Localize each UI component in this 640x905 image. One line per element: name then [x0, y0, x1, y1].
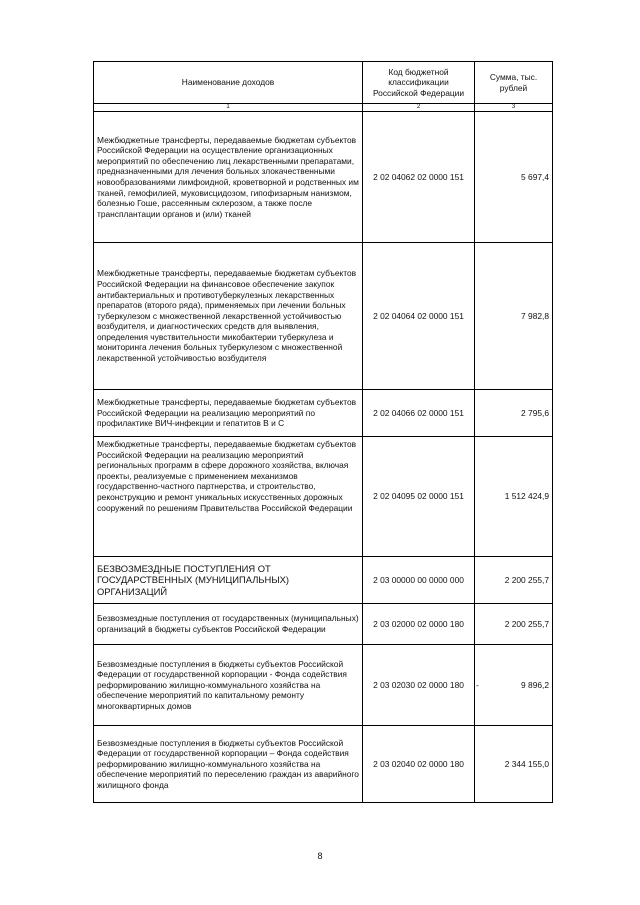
header-row — [94, 62, 553, 104]
table-row — [94, 112, 553, 243]
row-sum: 2 795,6 — [475, 390, 553, 437]
column-number-row — [94, 104, 553, 112]
header-name: Наименование доходов — [94, 62, 363, 104]
table-row — [94, 645, 553, 726]
table-row — [94, 437, 553, 557]
header-code: Код бюджетной классификации Российской Федерации — [363, 62, 475, 104]
table-row — [94, 726, 553, 803]
row-name: Межбюджетные трансферты, передаваемые бюджетам субъектов Российской Федерации на финансовое обеспечение закупок антибактериальных и противотуберкулезных лекарственных препаратов (второго ряда), применяемых при лечении больных туберкулезом с множественной лекарственной устойчивостью возбудителя, и диагностических средств для выявления, определения чувствительности микобактерии туберкулеза и мониторинга лечения больных туберкулезом с множественной лекарственной устойчивостью возбудителя — [94, 243, 363, 390]
row-name: Межбюджетные трансферты, передаваемые бюджетам субъектов Российской Федерации на осуществление организационных мероприятий по обеспечению лиц лекарственными препаратами, предназначенными для лечения больных злокачественными новообразованиями лимфоидной, кроветворной и родственных им тканей, гемофилией, муковисцидозом, гипофизарным нанизмом, болезнью Гоше, рассеянным склерозом, а также после трансплантации органов и (или) тканей — [94, 112, 363, 243]
row-code: 2 02 04095 02 0000 151 — [363, 437, 475, 557]
row-sum-cell — [475, 645, 553, 726]
page-number: 8 — [317, 851, 323, 861]
row-name: Безвозмездные поступления в бюджеты субъектов Российской Федерации от государственной корпорации – Фонда содействия реформированию жилищно-коммунального хозяйства на обеспечение мероприятий по переселению граждан из аварийного жилищного фонда — [94, 726, 363, 803]
row-name: Межбюджетные трансферты, передаваемые бюджетам субъектов Российской Федерации на реализацию мероприятий по профилактике ВИЧ-инфекции и гепатитов В и С — [94, 390, 363, 437]
row-code: 2 02 04062 02 0000 151 — [363, 112, 475, 243]
table-row — [94, 390, 553, 437]
row-code: 2 02 04064 02 0000 151 — [363, 243, 475, 390]
row-sum: 2 200 255,7 — [475, 557, 553, 604]
row-sum: 1 512 424,9 — [475, 437, 553, 557]
row-code: 2 03 02000 02 0000 180 — [363, 604, 475, 645]
row-name: БЕЗВОЗМЕЗДНЫЕ ПОСТУПЛЕНИЯ ОТ ГОСУДАРСТВЕННЫХ (МУНИЦИПАЛЬНЫХ) ОРГАНИЗАЦИЙ — [94, 557, 363, 604]
table-row-section — [94, 557, 553, 604]
row-name: Безвозмездные поступления от государственных (муниципальных) организаций в бюджеты субъектов Российской Федерации — [94, 604, 363, 645]
header-sum: Сумма, тыс. рублей — [475, 62, 553, 104]
row-sum: 9 896,2 — [521, 679, 549, 690]
row-sum: 5 697,4 — [475, 112, 553, 243]
row-name: Безвозмездные поступления в бюджеты субъектов Российской Федерации от государственной корпорации - Фонда содействия реформированию жилищно-коммунального хозяйства на обеспечение мероприятий по капитальному ремонту многоквартирных домов — [94, 645, 363, 726]
column-number-1: 1 — [94, 104, 363, 112]
table-row — [94, 604, 553, 645]
table-row — [94, 243, 553, 390]
row-sum: 2 344 155,0 — [475, 726, 553, 803]
row-code: 2 03 02030 02 0000 180 — [363, 645, 475, 726]
row-name: Межбюджетные трансферты, передаваемые бюджетам субъектов Российской Федерации на реализацию мероприятий региональных программ в сфере дорожного хозяйства, включая проекты, реализуемые с применением механизмов государственно-частного партнерства, и строительство, реконструкцию и ремонт уникальных искусственных дорожных сооружений по решениям Правительства Российской Федерации — [94, 437, 363, 557]
row-sum: 2 200 255,7 — [475, 604, 553, 645]
column-number-2: 2 — [363, 104, 475, 112]
row-code: 2 03 02040 02 0000 180 — [363, 726, 475, 803]
row-code: 2 02 04066 02 0000 151 — [363, 390, 475, 437]
row-sum-prefix: - — [476, 679, 479, 690]
column-number-3: 3 — [475, 104, 553, 112]
row-code: 2 03 00000 00 0000 000 — [363, 557, 475, 604]
row-sum: 7 982,8 — [475, 243, 553, 390]
revenue-table — [93, 61, 553, 803]
